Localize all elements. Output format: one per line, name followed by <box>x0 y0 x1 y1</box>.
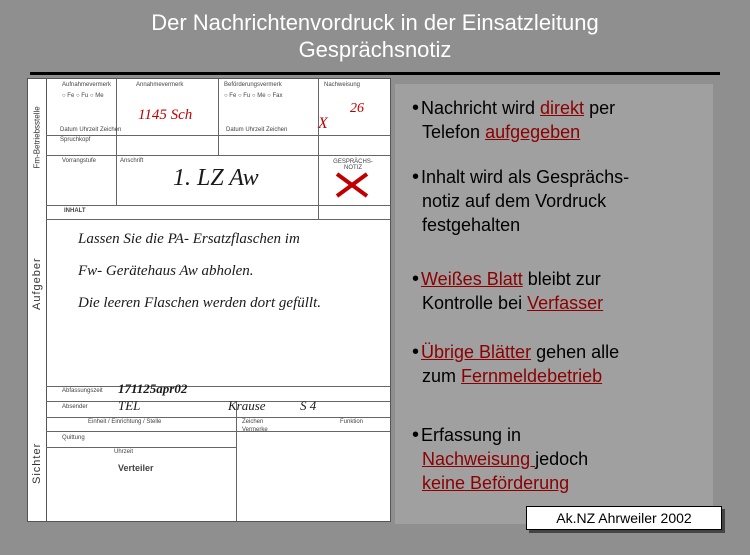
bullet-inhalt: • Inhalt wird als Gesprächs- notiz auf dem Vordruck festgehalten <box>412 166 630 235</box>
label-aufnahmevermerk: Aufnahmevermerk <box>62 82 112 88</box>
label-abfassungszeit: Abfassungszeit <box>62 388 103 394</box>
footer-credit: Ak.NZ Ahrweiler 2002 <box>526 506 722 530</box>
label-inhalt: INHALT <box>64 208 86 214</box>
side-label-fm: Fm-Betriebsstelle <box>32 106 42 169</box>
label-uhrzeit: Uhrzeit <box>114 449 134 455</box>
label-quittung: Quittung <box>62 435 85 441</box>
handwritten-function: S 4 <box>300 398 317 413</box>
bullet-erfassung: • Erfassung in Nachweisung jedoch keine Beförderung <box>412 424 589 493</box>
cross-mark-icon <box>334 171 370 199</box>
label-modes-1: ○ Fe ○ Fu ○ Me <box>62 93 104 99</box>
label-zeichen: Zeichen <box>242 419 264 425</box>
label-annahmevermerk: Annahmevermerk <box>136 82 184 88</box>
handwritten-tel: TEL <box>118 398 141 413</box>
bullet-uebrige-blaetter: • Übrige Blätter gehen alle zum Fernmeldebetrieb <box>412 341 620 386</box>
label-datum-2: Datum Uhrzeit Zeichen <box>226 127 288 133</box>
bullet-direkt: • Nachricht wird direkt per Telefon aufgegeben <box>412 97 616 142</box>
message-line-2: Fw- Gerätehaus Aw abholen. <box>78 263 254 279</box>
label-vorrangstufe: Vorrangstufe <box>62 158 97 164</box>
side-label-aufgeber: Aufgeber <box>31 257 43 310</box>
label-nachweisung: Nachweisung <box>324 82 361 88</box>
handwritten-datetime: 171125apr02 <box>118 381 188 396</box>
label-befoerderungsvermerk: Beförderungsvermerk <box>224 82 282 88</box>
label-anschrift: Anschrift <box>120 158 144 164</box>
message-form <box>27 78 391 522</box>
message-line-1: Lassen Sie die PA- Ersatzflaschen im <box>78 231 300 247</box>
label-funktion: Funktion <box>340 419 364 425</box>
handwritten-x-mark: X <box>318 115 328 132</box>
handwritten-recipient: 1. LZ Aw <box>173 165 259 191</box>
handwritten-number: 26 <box>350 101 364 116</box>
label-datum-1: Datum Uhrzeit Zeichen <box>60 127 122 133</box>
label-vermerke: Vermerke <box>242 427 268 433</box>
message-line-3: Die leeren Flaschen werden dort gefüllt. <box>78 295 321 311</box>
title-rule <box>30 72 720 75</box>
label-gespraechsnotiz: GESPRÄCHS-NOTIZ <box>333 159 373 171</box>
handwritten-name: Krause <box>228 398 266 413</box>
slide-title-line1: Der Nachrichtenvordruck in der Einsatzleitung <box>151 10 599 35</box>
bullet-weisses-blatt: • Weißes Blatt bleibt zur Kontrolle bei Verfasser <box>412 268 604 313</box>
label-absender: Absender <box>62 404 88 410</box>
label-verteiler: Verteiler <box>118 463 154 473</box>
slide-title-line2: Gesprächsnotiz <box>298 37 452 62</box>
side-label-sichter: Sichter <box>31 442 43 484</box>
handwritten-time-sign: 1145 Sch <box>138 107 193 123</box>
label-modes-2: ○ Fe ○ Fu ○ Me ○ Fax <box>224 93 283 99</box>
label-einheit: Einheit / Einrichtung / Stelle <box>88 419 162 425</box>
label-spruchkopf: Spruchkopf <box>60 137 91 143</box>
